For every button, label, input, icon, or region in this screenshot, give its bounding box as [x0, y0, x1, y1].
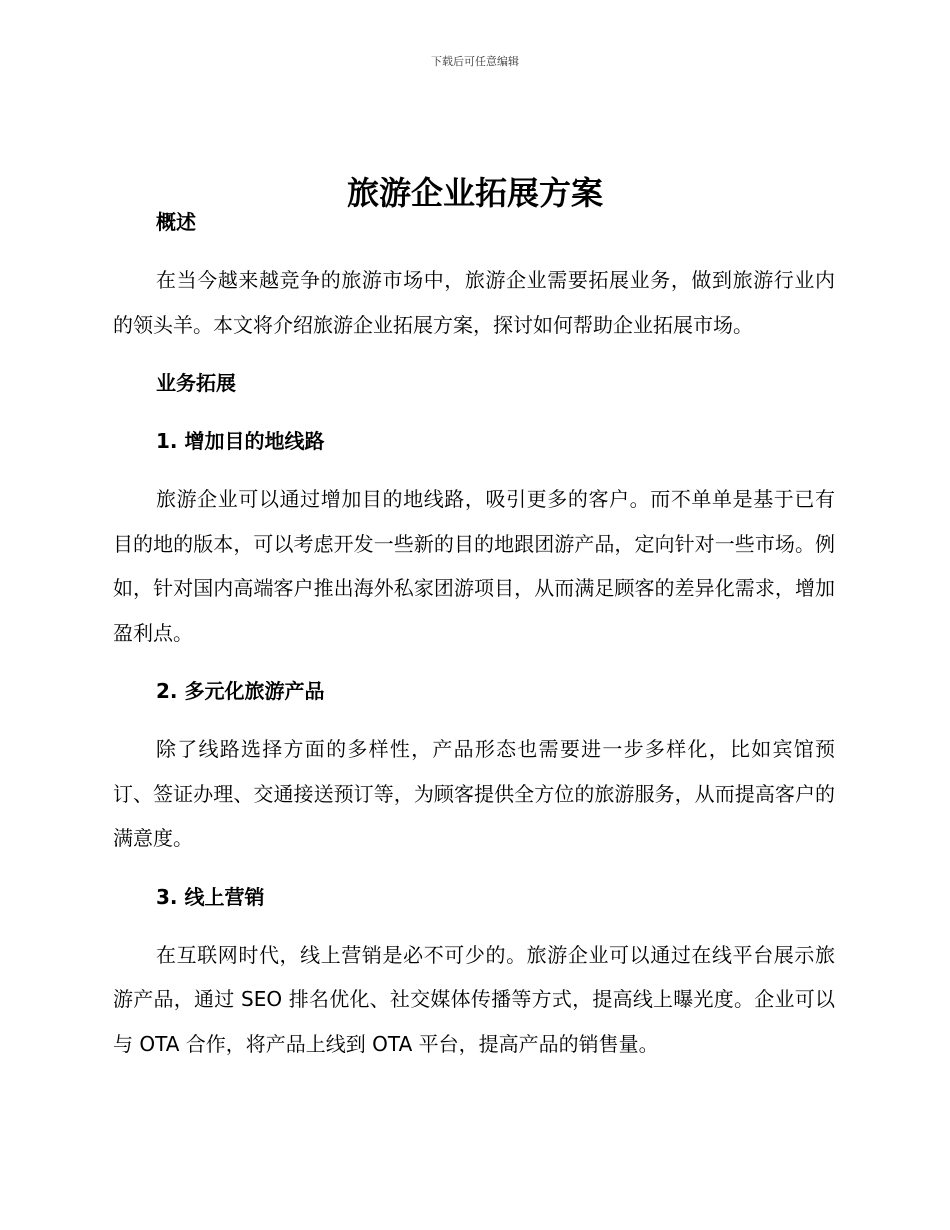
overview-heading: 概述 — [156, 210, 196, 234]
header-note: 下载后可任意编辑 — [431, 55, 519, 68]
document-body — [113, 200, 835, 1080]
section-3-heading: 3. 线上营销 — [156, 884, 265, 909]
section-2-paragraph: 除了线路选择方面的多样性，产品形态也需要进一步多样化，比如宾馆预订、签证办理、交通接送预订等，为顾客提供全方位的旅游服务，从而提高客户的满意度。 — [113, 737, 835, 850]
document-title: 旅游企业拓展方案 — [346, 174, 603, 213]
section-2-heading: 2. 多元化旅游产品 — [156, 679, 325, 703]
section-1-paragraph: 旅游企业可以通过增加目的地线路，吸引更多的客户。而不单单是基于已有目的地的版本，可以考虑开发一些新的目的地跟团游产品，定向针对一些市场。例如，针对国内高端客户推出海外私家团游项目，从而满足顾客的差异化需求，增加盈利点。 — [113, 487, 835, 645]
section-3-paragraph: 在互联网时代，线上营销是必不可少的。旅游企业可以通过在线平台展示旅游产品，通过 SEO 排名优化、社交媒体传播等方式，提高线上曝光度。企业可以与 OTA 合作，将产品上线到 OTA 平台，提高产品的销售量。 — [113, 942, 835, 1056]
business-expansion-heading: 业务拓展 — [156, 371, 236, 395]
section-1-heading: 1. 增加目的地线路 — [156, 429, 325, 453]
overview-paragraph: 在当今越来越竞争的旅游市场中，旅游企业需要拓展业务，做到旅游行业内的领头羊。本文将介绍旅游企业拓展方案，探讨如何帮助企业拓展市场。 — [113, 268, 835, 337]
